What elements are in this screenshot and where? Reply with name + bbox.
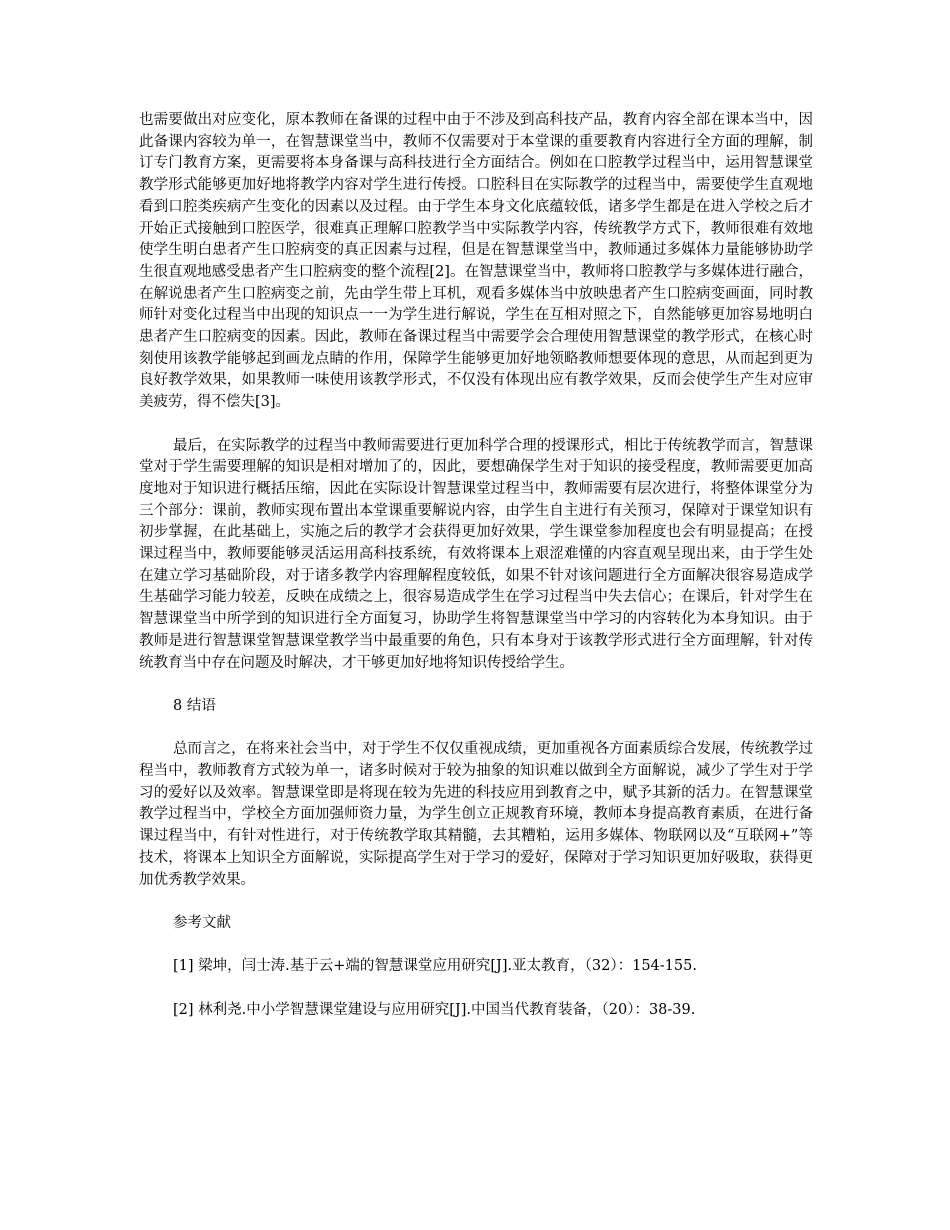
paragraph-gap xyxy=(139,935,813,957)
paragraph-conclusion: 总而言之，在将来社会当中，对于学生不仅仅重视成绩，更加重视各方面素质综合发展，传统教学过程当中，教师教育方式较为单一，诸多时候对于较为抽象的知识难以做到全方面解说，减少了学生对于学习的爱好以及效率。智慧课堂即是将现在较为先进的科技应用到教育之中，赋予其新的活力。在智慧课堂教学过程当中，学校全方面加强师资力量，为学生创立正规教育环境，教师本身提高教育素质，在进行备课过程当中，有针对性进行，对于传统教学取其精髓，去其糟粕，运用多媒体、物联网以及“互联网+”等技术，将课本上知识全方面解说，实际提高学生对于学习的爱好，保障对于学习知识更加好吸取，获得更加优秀教学效果。 xyxy=(139,741,813,888)
paragraph-gap xyxy=(139,718,813,740)
paragraph-gap xyxy=(139,978,813,1000)
paragraph-gap xyxy=(139,674,813,696)
section-heading-conclusion: 8 结语 xyxy=(173,697,216,714)
paragraph-gap xyxy=(139,414,813,436)
references-heading: 参考文献 xyxy=(173,914,231,931)
reference-item-1: [1] 梁坤，闫士涛.基于云+端的智慧课堂应用研究[J].亚太教育，（32）：154-155. xyxy=(173,958,697,975)
paragraph-teaching-form: 最后，在实际教学的过程当中教师需要进行更加科学合理的授课形式，相比于传统教学而言，智慧课堂对于学生需要理解的知识是相对增加了的，因此，要想确保学生对于知识的接受程度，教师需要更加高度地对于知识进行概括压缩，因此在实际设计智慧课堂过程当中，教师需要有层次进行，将整体课堂分为三个部分：课前，教师实现布置出本堂课重要解说内容，由学生自主进行有关预习，保障对于课堂知识有初步掌握，在此基础上，实施之后的教学才会获得更加好效果，学生课堂参加程度也会有明显提高；在授课过程当中，教师要能够灵活运用高科技系统，有效将课本上艰涩难懂的内容直观呈现出来，由于学生处在建立学习基础阶段，对于诸多教学内容理解程度较低，如果不针对该问题进行全方面解决很容易造成学生基础学习能力较差，反映在成绩之上，很容易造成学生在学习过程当中失去信心；在课后，针对学生在智慧课堂当中所学到的知识进行全方面复习，协助学生将智慧课堂当中学习的内容转化为本身知识。由于教师是进行智慧课堂智慧课堂教学当中最重要的角色，只有本身对于该教学形式进行全方面理解，针对传统教育当中存在问题及时解决，才干够更加好地将知识传授给学生。 xyxy=(139,437,813,671)
reference-item-2: [2] 林利尧.中小学智慧课堂建设与应用研究[J].中国当代教育装备，（20）：38-39. xyxy=(173,1001,696,1018)
paragraph-oral-teaching: 也需要做出对应变化，原本教师在备课的过程中由于不涉及到高科技产品，教育内容全部在课本当中，因此备课内容较为单一，在智慧课堂当中，教师不仅需要对于本堂课的重要教育内容进行全方面的理解，制订专门教育方案，更需要将本身备课与高科技进行全方面结合。例如在口腔教学过程当中，运用智慧课堂教学形式能够更加好地将教学内容对学生进行传授。口腔科目在实际教学的过程当中，需要使学生直观地看到口腔类疾病产生变化的因素以及过程。由于学生本身文化底蕴较低，诸多学生都是在进入学校之后才开始正式接触到口腔医学，很难真正理解口腔教学当中实际教学内容，传统教学方式下，教师很难有效地使学生明白患者产生口腔病变的真正因素与过程，但是在智慧课堂当中，教师通过多媒体力量能够协助学生很直观地感受患者产生口腔病变的整个流程[2]。在智慧课堂当中，教师将口腔教学与多媒体进行融合，在解说患者产生口腔病变之前，先由学生带上耳机，观看多媒体当中放映患者产生口腔病变画面，同时教师针对变化过程当中出现的知识点一一为学生进行解说，学生在互相对照之下，自然能够更加容易地明白患者产生口腔病变的因素。因此，教师在备课过程当中需要学会合理使用智慧课堂的教学形式，在核心时刻使用该教学能够起到画龙点睛的作用，保障学生能够更加好地领略教师想要体现的意思，从而起到更为良好教学效果，如果教师一味使用该教学形式，不仅没有体现出应有教学效果，反而会使学生产生对应审美疲劳，得不偿失[3]。 xyxy=(139,112,813,411)
paragraph-gap xyxy=(139,891,813,913)
document-body xyxy=(139,110,813,1021)
